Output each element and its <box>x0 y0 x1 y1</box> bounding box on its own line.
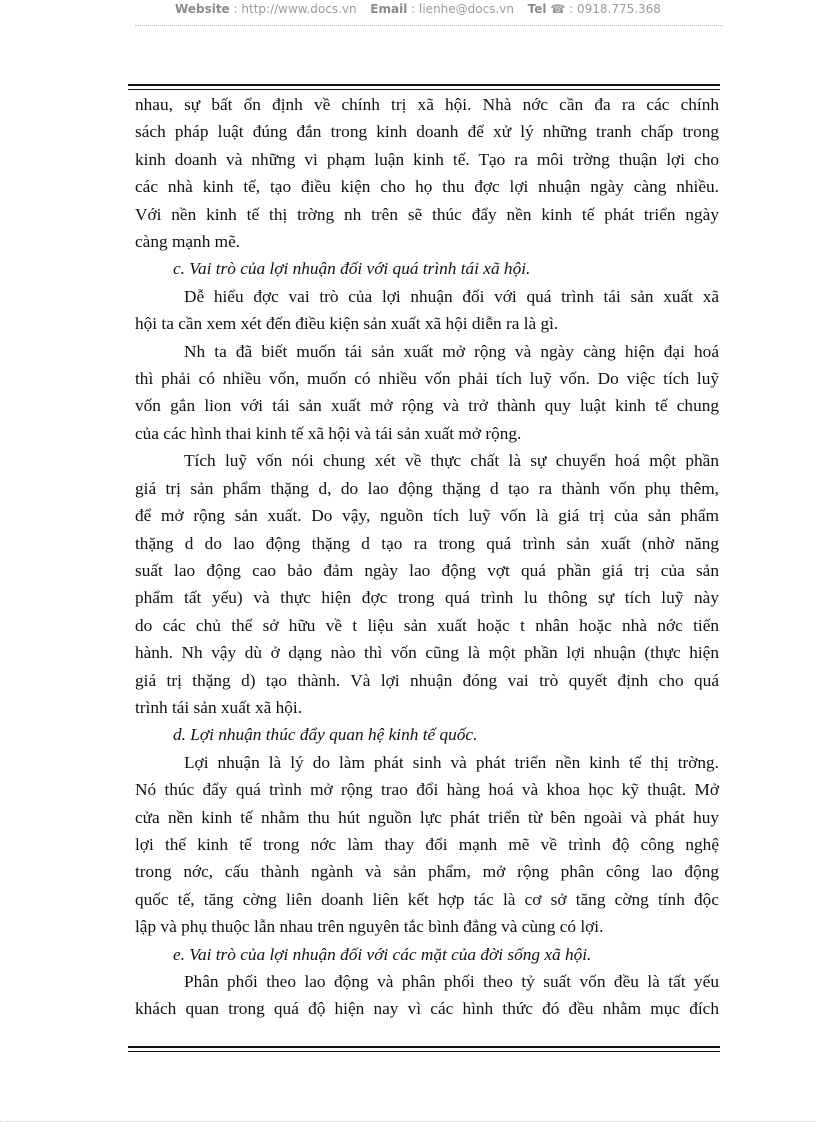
text-line: phẩm tất yếu) và thực hiện đợc trong quá trình lu thông sự tích luỹ này <box>135 588 719 608</box>
paragraph-1 <box>135 91 719 255</box>
text-line: Tích luỹ vốn nói chung xét về thực chất là sự chuyển hoá một phần <box>184 451 719 471</box>
text-line: Nó thúc đẩy quá trình mở rộng trao đổi hàng hoá và khoa học kỹ thuật. Mở <box>135 780 719 800</box>
text-line: trình tái sản xuất xã hội. <box>135 697 303 717</box>
text-line: Với nền kinh tế thị trờng nh trên sẽ thúc đẩy nền kinh tế phát triển ngày <box>135 204 719 224</box>
text-line: thặng d do lao động thặng d tạo ra trong quá trình sản xuất (nhờ năng <box>135 533 719 553</box>
text-line: các nhà kinh tế, tạo điều kiện cho họ thu đợc lợi nhuận ngày càng nhiều. <box>135 177 719 197</box>
email-value: : lienhe@docs.vn <box>411 2 514 16</box>
website-value: : http://www.docs.vn <box>233 2 357 16</box>
header-divider <box>135 25 723 26</box>
website-label: Website <box>175 2 230 16</box>
paragraph-3 <box>135 338 719 448</box>
text-line: Nh ta đã biết muốn tái sản xuất mở rộng và ngày càng hiện đại hoá <box>184 341 719 361</box>
text-line: do các chủ thể sở hữu về t liệu sản xuất hoặc t nhân hoặc nhà nớc tiến <box>135 615 719 635</box>
section-heading-e: e. Vai trò của lợi nhuận đối với các mặt của đời sống xã hội. <box>173 944 592 964</box>
text-line: Phân phối theo lao động và phân phối theo tỷ suất vốn đều là tất yếu <box>184 972 719 991</box>
bottom-double-rule <box>128 1046 720 1052</box>
text-line: trong nớc, cấu thành ngành và sản phẩm, mở rộng phân công lao động <box>135 862 719 882</box>
text-line: Dễ hiểu đợc vai trò của lợi nhuận đối với quá trình tái sản xuất xã <box>184 286 719 306</box>
tel-value: : 0918.775.368 <box>569 2 661 16</box>
document-body <box>135 91 719 1023</box>
text-line: khách quan trong quá độ hiện nay vì các hình thức đó đều nhằm mục đích <box>135 999 719 1019</box>
text-line: sách pháp luật đúng đắn trong kinh doanh để xử lý những tranh chấp trong <box>135 122 719 142</box>
paragraph-4 <box>135 447 719 721</box>
text-line: cửa nền kinh tế nhằm thu hút nguồn lực phát triển từ bên ngoài và phát huy <box>135 807 719 827</box>
phone-icon: ☎ <box>550 2 566 16</box>
text-line: thì phải có nhiều vốn, muốn có nhiều vốn phải tích luỹ vốn. Do việc tích luỹ <box>135 369 719 389</box>
text-line: quốc tế, tăng cờng liên doanh liên kết hợp tác là cơ sở tăng cờng tính độc <box>135 889 719 909</box>
text-line: lập và phụ thuộc lẫn nhau trên nguyên tắc bình đẳng và cùng có lợi. <box>135 917 604 937</box>
text-line: của các hình thai kinh tế xã hội và tái sản xuất mở rộng. <box>135 423 522 443</box>
email-label: Email <box>370 2 408 16</box>
text-line: hành. Nh vậy dù ở dạng nào thì vốn cũng là một phần lợi nhuận (thực hiện <box>135 643 719 663</box>
page-header <box>0 0 816 20</box>
text-line: Lợi nhuận là lý do làm phát sinh và phát triển nền kinh tế thị trờng. <box>184 752 719 772</box>
paragraph-5 <box>135 749 719 941</box>
text-line: nhau, sự bất ổn định về chính trị xã hội. Nhà nớc cần đa ra các chính <box>135 95 719 114</box>
text-line: kinh doanh và những vi phạm luận kinh tế. Tạo ra môi trờng thuận lợi cho <box>135 149 719 169</box>
text-line: để mở rộng sản xuất. Do vậy, nguồn tích luỹ vốn là giá trị của sản phẩm <box>135 506 719 526</box>
section-heading-c: c. Vai trò của lợi nhuận đối với quá trình tái xã hội. <box>173 259 531 279</box>
page-bottom-divider <box>0 1121 816 1122</box>
paragraph-2 <box>135 283 719 338</box>
section-heading-d: d. Lợi nhuận thúc đẩy quan hệ kinh tế quốc. <box>173 725 478 745</box>
text-line: giá trị thặng d) tạo thành. Và lợi nhuận đóng vai trò quyết định cho quá <box>135 670 719 690</box>
tel-label: Tel <box>527 2 547 16</box>
text-line: vốn gắn lion với tái sản xuất mở rộng và trở thành quy luật kinh tế chung <box>135 396 719 416</box>
top-double-rule <box>128 84 720 90</box>
text-line: càng mạnh mẽ. <box>135 232 241 252</box>
paragraph-6 <box>135 968 719 1023</box>
text-line: giá trị sản phẩm thặng d, do lao động thặng d tạo ra thành vốn phụ thêm, <box>135 478 719 498</box>
text-line: lợi thế kinh tế trong nớc làm thay đổi mạnh mẽ về trình độ công nghệ <box>135 834 719 854</box>
text-line: suất lao động cao bảo đảm ngày lao động vợt quá phần giá trị của sản <box>135 560 719 580</box>
text-line: hội ta cần xem xét đến điều kiện sản xuất xã hội diễn ra là gì. <box>135 314 559 334</box>
